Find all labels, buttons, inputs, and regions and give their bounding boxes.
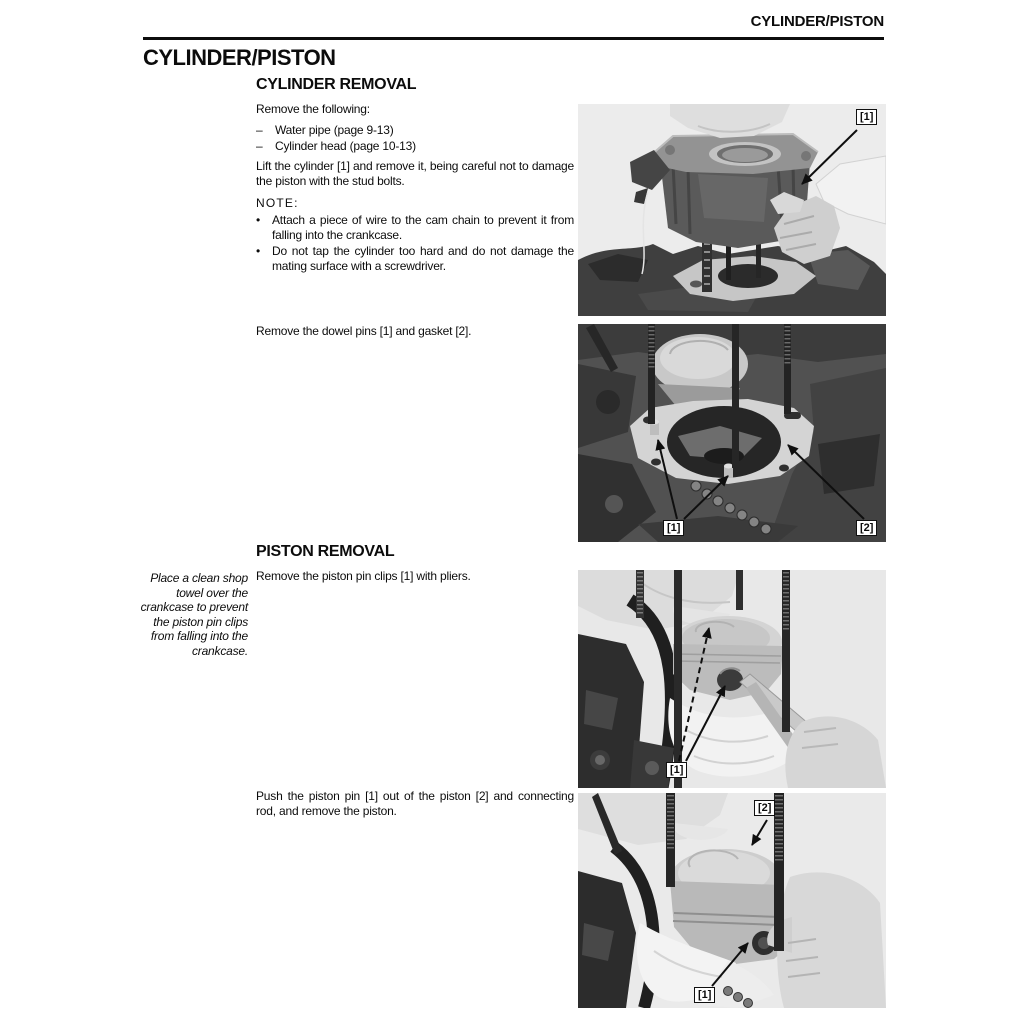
page-title: CYLINDER/PISTON: [143, 45, 336, 70]
note-item: [256, 213, 574, 243]
note-item-text: Do not tap the cylinder too hard and do not damage the mating surface with a screwdriver.: [272, 244, 574, 273]
cylinder-lift-illustration: [578, 104, 886, 316]
lift-cylinder-paragraph: Lift the cylinder [1] and remove it, being careful not to damage the piston with the stud bolts.: [256, 159, 574, 188]
section-heading-cylinder-removal: CYLINDER REMOVAL: [256, 76, 417, 93]
figure-cylinder-lift-photo: [578, 104, 886, 316]
dowel-gasket-paragraph: Remove the dowel pins [1] and gasket [2].: [256, 324, 472, 338]
note-label: NOTE:: [256, 196, 299, 210]
list-item: [256, 139, 574, 155]
figure-callout-1: [1]: [666, 762, 687, 778]
cylinder-removal-intro: Remove the following:: [256, 102, 370, 116]
running-header: CYLINDER/PISTON: [750, 13, 884, 30]
figure-piston-pin-push-photo: [578, 793, 886, 1008]
figure-dowel-gasket-photo: [578, 324, 886, 542]
note-item-text: Attach a piece of wire to the cam chain to prevent it from falling into the crankcase.: [272, 213, 574, 242]
figure-pin-clip-photo: [578, 570, 886, 788]
figure-callout-1: [1]: [663, 520, 684, 536]
list-item-text: Cylinder head (page 10-13): [275, 138, 416, 153]
push-pin-paragraph: Push the piston pin [1] out of the piston [2] and connecting rod, and remove the piston.: [256, 789, 574, 818]
header-rule: [143, 37, 884, 40]
figure-callout-2: [2]: [754, 800, 775, 816]
list-item: [256, 123, 574, 139]
note-item: [256, 244, 574, 274]
section-heading-piston-removal: PISTON REMOVAL: [256, 543, 395, 560]
pin-clip-paragraph: Remove the piston pin clips [1] with pliers.: [256, 569, 471, 583]
figure-callout-1: [1]: [694, 987, 715, 1003]
bullet-marker: •: [256, 213, 261, 227]
bullet-marker: •: [256, 244, 261, 258]
dash-marker: –: [256, 138, 263, 153]
list-item-text: Water pipe (page 9-13): [275, 123, 394, 137]
margin-note-shop-towel: Place a clean shop towel over the crankcase to prevent the piston pin clips from falling into the crankcase.: [140, 571, 248, 658]
figure-callout-1: [1]: [856, 109, 877, 125]
remove-items-list: [256, 123, 574, 154]
figure-callout-2: [2]: [856, 520, 877, 536]
dowel-gasket-illustration: [578, 324, 886, 542]
piston-pin-push-illustration: [578, 793, 886, 1008]
pin-clip-illustration: [578, 570, 886, 788]
dash-marker: –: [256, 123, 263, 137]
note-list: [256, 213, 574, 275]
